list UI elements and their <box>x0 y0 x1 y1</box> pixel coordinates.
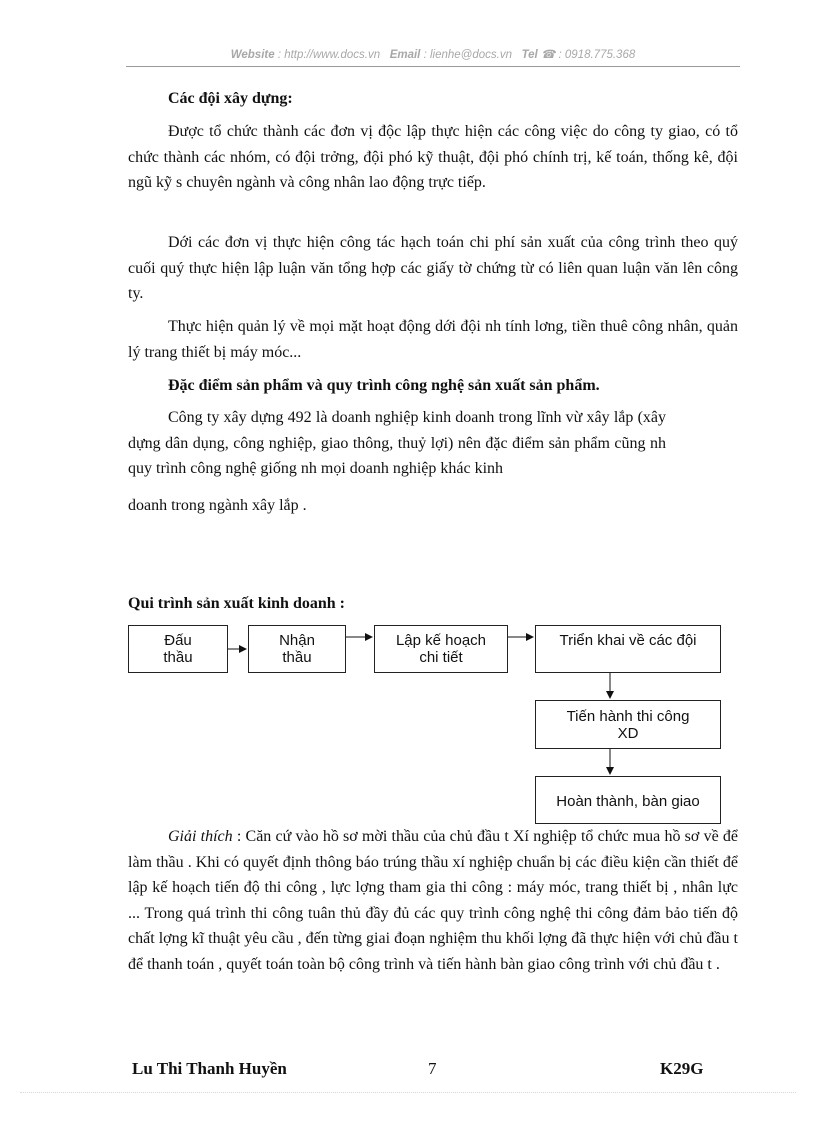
section-heading-construction-teams: Các đội xây dựng: <box>168 90 293 107</box>
paragraph-company-description: Công ty xây dựng 492 là doanh nghiệp kinh doanh trong lĩnh vừ xây lắp (xây dựng dân dụng, công nghiệp, giao thông, thuỷ lợi) nên đặc điểm sản phẩm cũng nh quy trình công nghệ giống nh mọi doanh nghiệp khác kinh <box>128 409 666 477</box>
website-label: Website <box>230 49 275 61</box>
bottom-divider <box>20 1092 796 1093</box>
explanation-text: : Căn cứ vào hồ sơ mời thầu của chủ đầu t Xí nghiệp tổ chức mua hồ sơ về để làm thầu . Khi có quyết định thông báo trúng thầu xí nghiệp chuẩn bị các điều kiện cần thiết để lập kế hoạch tiến độ thi công , lực lợng tham gia thi công : máy móc, trang thiết bị , nhân lực ... Trong quá trình thi công tuân thủ đầy đủ các quy trình công nghệ thi công đảm bảo tiến độ chất lợng kĩ thuật yêu cầu , đến từng giai đoạn nghiệm thu khối lợng đã thực hiện với chủ đầu t để thanh toán , quyết toán toàn bộ công trình và tiến hành bàn giao công trình với chủ đầu t . <box>128 828 738 973</box>
paragraph-cost-accounting: Dới các đơn vị thực hiện công tác hạch toán chi phí sản xuất của công trình theo quý cuối quý thực hiện lập luận văn tổng hợp các giấy tờ chứng từ có liên quan luận văn lên công ty. <box>128 234 738 302</box>
process-heading: Qui trình sản xuất kinh doanh : <box>128 595 345 612</box>
flow-step-deploy-teams-line1: Triển khai về các đội <box>559 632 697 649</box>
footer-class-code: K29G <box>660 1059 704 1078</box>
flow-step-planning-line2: chi tiết <box>419 649 463 666</box>
flow-step-construction-line1: Tiến hành thi công <box>566 707 690 725</box>
explanation-label: Giải thích <box>168 828 233 845</box>
paragraph-management: Thực hiện quản lý về mọi mặt hoạt động dới đội nh tính lơng, tiền thuê công nhân, quản lý trang thiết bị máy móc... <box>128 318 738 361</box>
flow-step-construction-line2: XD <box>617 724 639 742</box>
section-heading-product-characteristics: Đặc điểm sản phẩm và quy trình công nghệ sản xuất sản phẩm. <box>168 377 600 394</box>
flow-step-bidding-line1: Đấu <box>164 632 192 649</box>
flow-step-winning-line2: thầu <box>282 649 312 666</box>
email-label: Email <box>389 49 421 61</box>
flow-step-handover-line1: Hoàn thành, bàn giao <box>556 793 700 810</box>
flow-step-bidding-line2: thầu <box>163 649 193 666</box>
phone-icon: ☎ <box>540 49 556 61</box>
tel-number: : 0918.775.368 <box>558 49 636 61</box>
footer-page-number: 7 <box>428 1059 437 1078</box>
flow-step-planning-line1: Lập kế hoạch <box>395 632 487 649</box>
paragraph-explanation <box>128 824 738 977</box>
paragraph-company-description-end: doanh trong ngành xây lắp . <box>128 497 307 514</box>
website-url: : http://www.docs.vn <box>277 49 381 61</box>
footer-author: Lu Thi Thanh Huyền <box>132 1059 287 1078</box>
paragraph-teams-organization: Được tổ chức thành các đơn vị độc lập thực hiện các công việc do công ty giao, có tổ chức thành các nhóm, có đội trởng, đội phó kỹ thuật, đội phó chính trị, kế toán, thống kê, đội ngũ kỹ s chuyên ngành và công nhân lao động trực tiếp. <box>128 123 738 191</box>
email-address: : lienhe@docs.vn <box>423 49 512 61</box>
tel-label: Tel <box>521 49 538 61</box>
flow-step-winning-line1: Nhận <box>279 632 315 649</box>
